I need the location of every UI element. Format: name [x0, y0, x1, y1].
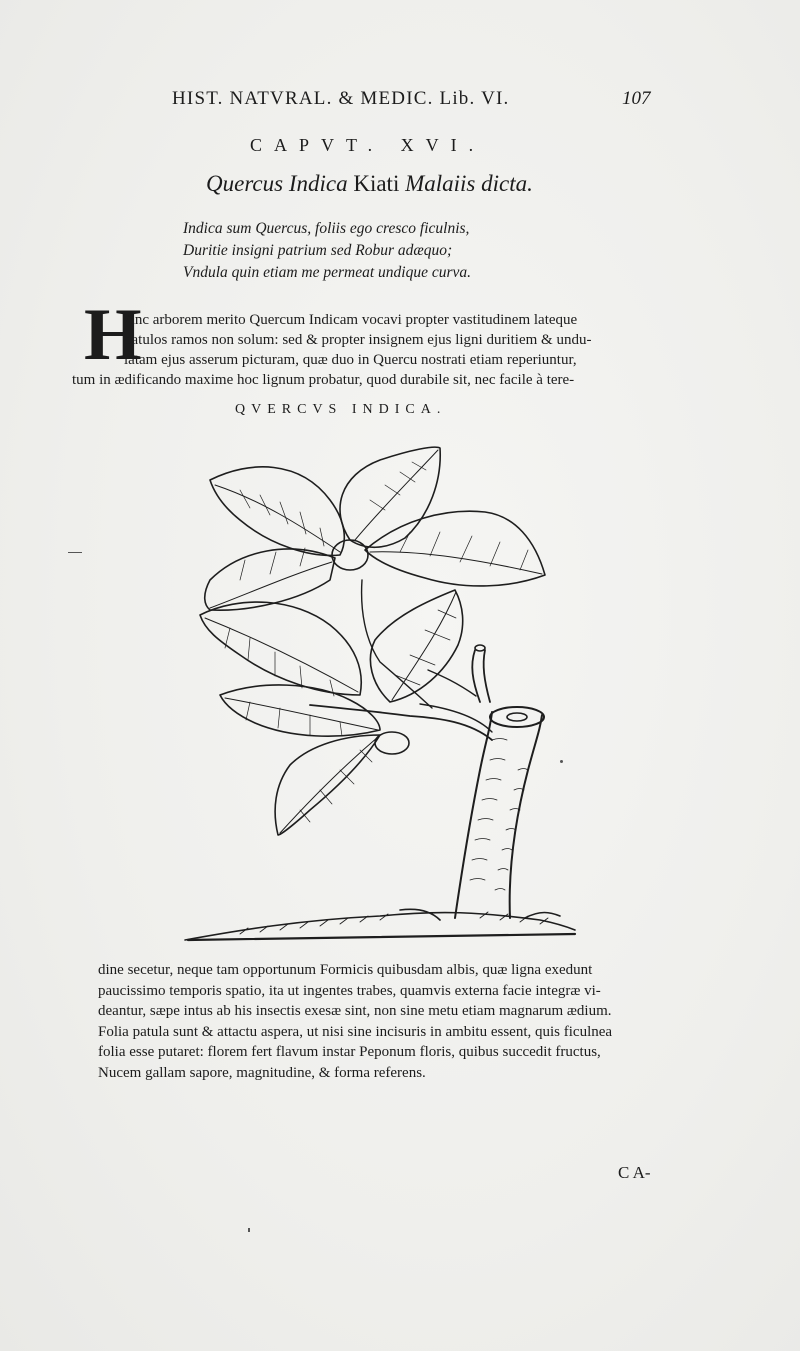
oak-woodcut-illustration [180, 440, 580, 950]
paragraph-line: paucissimo temporis spatio, ita ut ingentes trabes, quamvis externa facie integræ vi- [98, 982, 601, 999]
paragraph-description [98, 960, 668, 1084]
page-number: 107 [622, 88, 651, 109]
paragraph-line: Folia patula sunt & attactu aspera, ut nisi sine incisuris in ambitu essent, quis ficulnea [98, 1023, 613, 1040]
title-local-name: Kiati [347, 171, 406, 196]
page-speck [560, 760, 563, 763]
paragraph-line: dine secetur, neque tam opportunum Formicis quibusdam albis, quæ ligna exedunt [98, 962, 593, 978]
paragraph-line: folia esse putaret: florem fert flavum instar Peponum floris, quibus succedit fructus, [98, 1044, 601, 1061]
verse-line: Vndula quin etiam me permeat undique curva. [183, 264, 471, 281]
paragraph-intro [72, 310, 664, 390]
paragraph-line: Nucem gallam sapore, magnitudine, & forma referens. [98, 1064, 426, 1081]
paragraph-line: Anc arborem merito Quercum Indicam vocavi propter vastitudinem lateque [124, 312, 578, 328]
catchword: C A- [618, 1163, 651, 1182]
page-speck [248, 1228, 250, 1232]
paragraph-line: patulos ramos non solum: sed & propter insignem ejus ligni duritiem & undu- [124, 332, 592, 348]
paragraph-line: latam ejus asserum picturam, quæ duo in Quercu nostrati etiam reperiuntur, [124, 352, 577, 368]
verse-line: Indica sum Quercus, foliis ego cresco ficulnis, [183, 220, 470, 237]
verse-block [183, 218, 543, 284]
title-suffix: Malaiis dicta. [405, 171, 533, 196]
drop-cap: H [84, 294, 142, 376]
margin-mark [68, 552, 82, 553]
title-latin-name: Quercus Indica [206, 171, 348, 196]
paragraph-line: tum in ædificando maxime hoc lignum probatur, quod durabile sit, nec facile à tere- [72, 372, 575, 388]
verse-line: Duritie insigni patrium sed Robur adæquo; [183, 242, 453, 259]
figure-caption: QVERCVS INDICA. [235, 402, 447, 417]
running-head: HIST. NATVRAL. & MEDIC. Lib. VI. [172, 88, 510, 109]
plant-title [206, 171, 546, 197]
paragraph-line: deantur, sæpe intus ab his insectis exesæ sint, non sine metu etiam magnarum ædium. [98, 1003, 612, 1020]
chapter-heading: CAPVT. XVI. [250, 135, 486, 155]
